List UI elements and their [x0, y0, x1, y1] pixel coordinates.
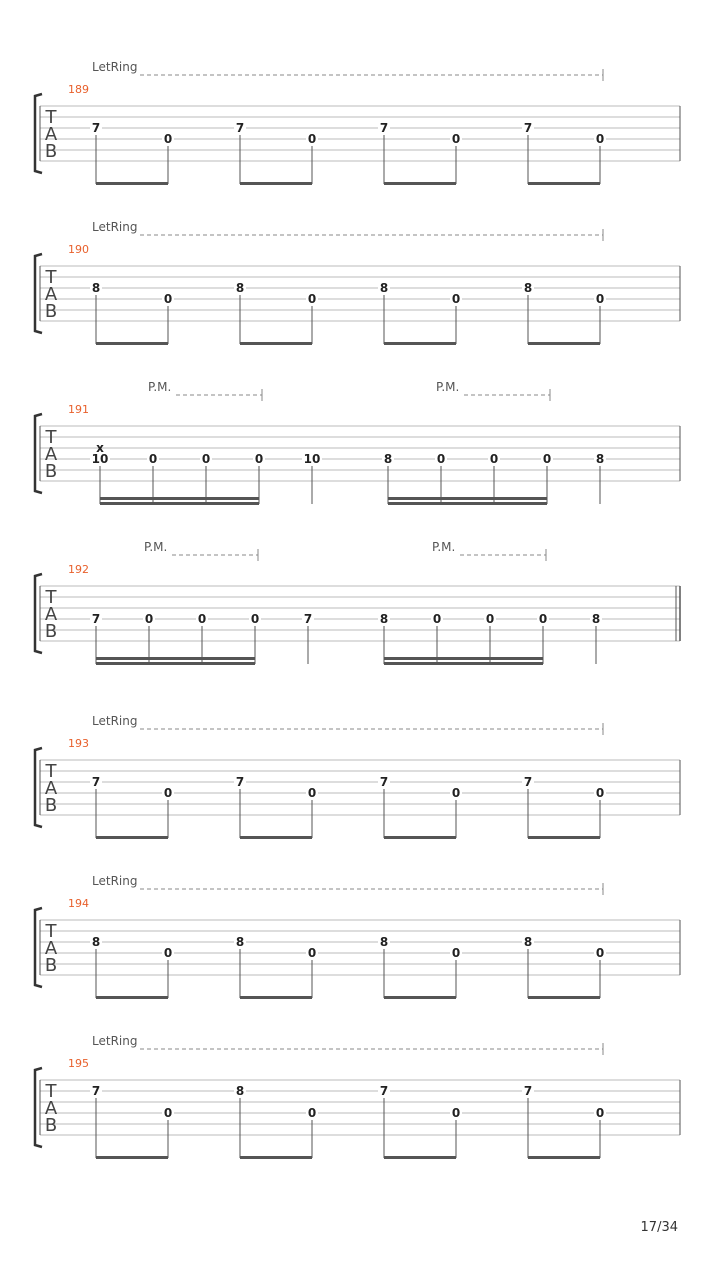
- note-beam: [528, 182, 600, 185]
- note-beam: [384, 182, 456, 185]
- fret-number: 7: [303, 612, 313, 626]
- note-beam: [240, 996, 312, 999]
- note-beam: [96, 1156, 168, 1159]
- fret-number: 0: [542, 452, 552, 466]
- note-beam: [96, 657, 255, 660]
- fret-number: 8: [235, 935, 245, 949]
- note-beam: [96, 182, 168, 185]
- fret-number: 0: [307, 292, 317, 306]
- fret-number: 0: [163, 132, 173, 146]
- fret-number: 0: [451, 786, 461, 800]
- tab-clef-letter: T: [45, 427, 57, 448]
- tab-clef-letter: T: [45, 107, 57, 128]
- fret-number: 8: [91, 935, 101, 949]
- measure-number: 194: [68, 897, 89, 910]
- tab-clef-letter: B: [44, 141, 58, 162]
- fret-number: 0: [307, 1106, 317, 1120]
- tab-clef-letter: B: [44, 1115, 58, 1136]
- annotation-label: P.M.: [148, 380, 172, 394]
- fret-number: 0: [163, 946, 173, 960]
- fret-number: 0: [432, 612, 442, 626]
- tab-clef-letter: B: [44, 621, 58, 642]
- fret-number: 0: [144, 612, 154, 626]
- fret-number: 0: [595, 292, 605, 306]
- fret-number: 0: [595, 946, 605, 960]
- tab-clef-letter: T: [45, 1081, 57, 1102]
- fret-number: 0: [595, 132, 605, 146]
- note-beam: [240, 1156, 312, 1159]
- measure-number: 191: [68, 403, 89, 416]
- note-beam: [96, 996, 168, 999]
- measure-number: 192: [68, 563, 89, 576]
- fret-number: 0: [595, 786, 605, 800]
- fret-number: 8: [379, 935, 389, 949]
- fret-number: 8: [379, 612, 389, 626]
- tab-clef-letter: A: [44, 284, 58, 305]
- fret-number: 0: [307, 786, 317, 800]
- fret-number: 8: [523, 935, 533, 949]
- annotation-label: P.M.: [436, 380, 460, 394]
- note-beam: [528, 342, 600, 345]
- fret-number: 0: [307, 946, 317, 960]
- fret-number: 7: [523, 121, 533, 135]
- note-beam: [384, 657, 543, 660]
- fret-number: 0: [163, 292, 173, 306]
- annotation-label: LetRing: [92, 60, 138, 74]
- page-number: 17/34: [640, 1220, 678, 1235]
- fret-number: 0: [489, 452, 499, 466]
- note-beam: [96, 662, 255, 665]
- annotation-label: LetRing: [92, 714, 138, 728]
- fret-number: 7: [91, 775, 101, 789]
- note-beam: [96, 342, 168, 345]
- fret-number: 0: [163, 1106, 173, 1120]
- tab-clef-letter: A: [44, 938, 58, 959]
- note-beam: [100, 502, 259, 505]
- fret-number: 0: [451, 132, 461, 146]
- note-beam: [388, 497, 547, 500]
- fret-number: 0: [148, 452, 158, 466]
- note-beam: [528, 996, 600, 999]
- fret-number: 7: [523, 1084, 533, 1098]
- fret-number: 8: [91, 281, 101, 295]
- note-beam: [528, 1156, 600, 1159]
- tab-clef-letter: A: [44, 778, 58, 799]
- tab-clef-letter: B: [44, 955, 58, 976]
- note-beam: [528, 836, 600, 839]
- fret-number: 8: [379, 281, 389, 295]
- fret-number: 7: [523, 775, 533, 789]
- fret-number: 7: [379, 775, 389, 789]
- tab-clef-letter: B: [44, 795, 58, 816]
- fret-number: 7: [379, 121, 389, 135]
- fret-number: 7: [235, 121, 245, 135]
- fret-number: 0: [163, 786, 173, 800]
- fret-number: 0: [254, 452, 264, 466]
- fret-number: 0: [451, 1106, 461, 1120]
- fret-number: 8: [523, 281, 533, 295]
- fret-number: 10: [303, 452, 321, 466]
- measure-number: 189: [68, 83, 89, 96]
- fret-number: 0: [250, 612, 260, 626]
- note-beam: [384, 342, 456, 345]
- fret-number: 8: [591, 612, 601, 626]
- fret-number: 0: [595, 1106, 605, 1120]
- tab-clef-letter: A: [44, 444, 58, 465]
- dead-note-mark: x: [96, 441, 104, 455]
- fret-number: 10: [91, 452, 109, 466]
- tab-clef-letter: T: [45, 761, 57, 782]
- tab-clef-letter: T: [45, 267, 57, 288]
- tab-clef-letter: B: [44, 461, 58, 482]
- fret-number: 8: [595, 452, 605, 466]
- tab-clef-letter: A: [44, 1098, 58, 1119]
- fret-number: 8: [383, 452, 393, 466]
- fret-number: 8: [235, 281, 245, 295]
- fret-number: 7: [91, 121, 101, 135]
- fret-number: 7: [91, 1084, 101, 1098]
- fret-number: 8: [235, 1084, 245, 1098]
- measure-number: 193: [68, 737, 89, 750]
- note-beam: [96, 836, 168, 839]
- tab-clef-letter: T: [45, 921, 57, 942]
- note-beam: [240, 182, 312, 185]
- note-beam: [384, 1156, 456, 1159]
- note-beam: [240, 342, 312, 345]
- annotation-label: P.M.: [432, 540, 456, 554]
- fret-number: 0: [201, 452, 211, 466]
- note-beam: [384, 836, 456, 839]
- fret-number: 0: [307, 132, 317, 146]
- annotation-label: P.M.: [144, 540, 168, 554]
- fret-number: 0: [451, 292, 461, 306]
- fret-number: 0: [485, 612, 495, 626]
- fret-number: 0: [451, 946, 461, 960]
- annotation-label: LetRing: [92, 874, 138, 888]
- tab-clef-letter: B: [44, 301, 58, 322]
- annotation-label: LetRing: [92, 1034, 138, 1048]
- measure-number: 195: [68, 1057, 89, 1070]
- note-beam: [388, 502, 547, 505]
- fret-number: 7: [379, 1084, 389, 1098]
- fret-number: 7: [235, 775, 245, 789]
- fret-number: 0: [538, 612, 548, 626]
- note-beam: [100, 497, 259, 500]
- note-beam: [384, 662, 543, 665]
- fret-number: 0: [436, 452, 446, 466]
- note-beam: [240, 836, 312, 839]
- fret-number: 7: [91, 612, 101, 626]
- fret-number: 0: [197, 612, 207, 626]
- tab-clef-letter: T: [45, 587, 57, 608]
- note-beam: [384, 996, 456, 999]
- annotation-label: LetRing: [92, 220, 138, 234]
- tab-clef-letter: A: [44, 124, 58, 145]
- measure-number: 190: [68, 243, 89, 256]
- tab-clef-letter: A: [44, 604, 58, 625]
